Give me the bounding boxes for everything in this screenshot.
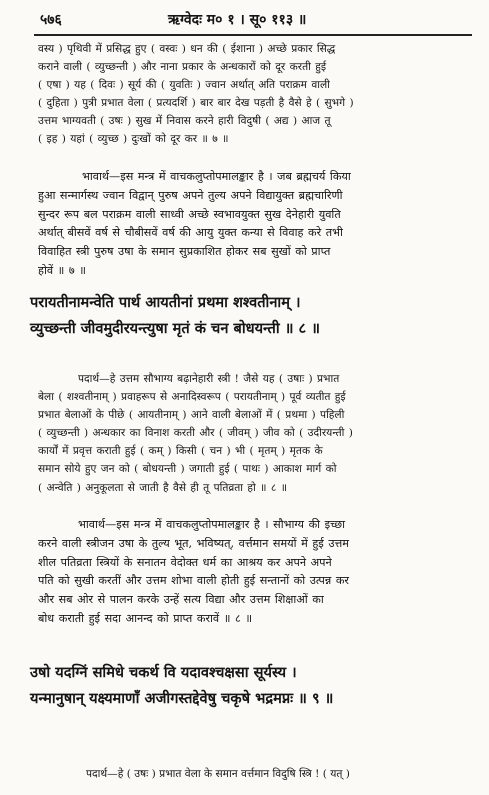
page-header <box>40 10 470 32</box>
padarth-continued-paragraph: वस्य ) पृथिवी में प्रसिद्ध हुए ( वस्वः ) धन की ( ईशाना ) अच्छे प्रकार सिद्ध कराने वाली ( व्युच्छन्ती ) और नाना प्रकार के अन्धकारों को दूर करती हुई ( एषा ) यह ( दिवः ) सूर्य की ( युवतिः ) ज्वान अर्थात् अति पराक्रम वाली ( दुहिता ) पुत्री प्रभात वेला ( प्रत्यदर्शि ) बार बार देख पड़ती है वैसे हे ( सुभगे ) उत्तम भाग्यवती ( उषः ) सुख में निवास करने हारी विदुषी ( अद्य ) आज तू ( इह ) यहां ( व्युच्छ ) दुःखों को दूर कर ॥ ७ ॥ <box>38 43 354 146</box>
bhavarth-paragraph-7: भावार्थ—इस मन्त्र में वाचकलुप्तोपमालङ्कार है । जब ब्रह्मचर्य किया हुआ सन्मार्गस्थ ज्वान विद्वान् पुरुष अपने तुल्य अपने विद्यायुक्त ब्रह्मचारिणी सुन्दर रूप बल पराक्रम वाली साध्वी अच्छे स्वभावयुक्त सुख देनेहारी युवति अर्थात् बीसवें वर्ष से चौबीसवें वर्ष की आयु युक्त कन्या से विवाह करे तभी विवाहित स्त्री पुरुष उषा के समान सुप्रकाशित होकर सब सुखों को प्राप्त होवें ॥ ७ ॥ <box>38 170 351 277</box>
mantra-verse-8: परायतीनामन्वेति पार्थ आयतीनां प्रथमा शश्वतीनाम् । व्युच्छन्ती जीवमुदीरयन्त्युषा मृतं कं चन बोधयन्ती ॥ ८ ॥ <box>30 294 320 337</box>
mantra-verse-9: उषो यदग्निं समिधे चकर्थ वि यदावश्चक्षसा सूर्यस्य । यन्मानुषान् यक्ष्यमाणाँ अजीगस्तद्देवेषु चकृषे भद्रमप्नः ॥ ९ ॥ <box>30 664 334 707</box>
header-rule <box>34 34 472 36</box>
verse-reference: ऋग्वेदः म० १ । सू० ११३ ॥ <box>168 12 307 28</box>
bhavarth-paragraph-8: भावार्थ—इस मन्त्र में वाचकलुप्तोपमालङ्कार है । सौभाग्य की इच्छा करने वाली स्त्रीजन उषा के तुल्य भूत, भविष्यत्, वर्त्तमान समयों में हुई उत्तम शील पतिव्रता स्त्रियों के सनातन वेदोक्त धर्म का आश्रय कर अपने अपने पति को सुखी करतीं और उत्तम शोभा वाली होती हुई सन्तानों को उत्पन्न कर और सब ओर से पालन करके उन्हें सत्य विद्या और उत्तम शिक्षाओं का बोध कराती हुई सदा आनन्द को प्राप्त करावें ॥ ८ ॥ <box>38 518 349 625</box>
padarth-paragraph-8: पदार्थ—हे उत्तम सौभाग्य बढ़ानेहारी स्त्री ! जैसे यह ( उषाः ) प्रभात बेला ( शश्वतीनाम् ) प्रवाहरूप से अनादिस्वरूप ( परायतीनाम् ) पूर्व व्यतीत हुई प्रभात बेलाओं के पीछे ( आयतीनाम् ) आने वाली बेलाओं में ( प्रथमा ) पहिली ( व्युच्छन्ती ) अन्धकार का विनाश करती और ( जीवम् ) जीव को ( उदीरयन्ती ) कार्यों में प्रवृत्त कराती हुई ( कम् ) किसी ( चन ) भी ( मृतम् ) मृतक के समान सोये हुए जन को ( बोधयन्ती ) जगाती हुई ( पाथः ) आकाश मार्ग को ( अन्वेति ) अनुकूलता से जाती है वैसे ही तू पतिव्रता हो ॥ ८ ॥ <box>38 373 353 494</box>
page-number: ५७६ <box>40 12 62 28</box>
padarth-paragraph-9-start: पदार्थ—हे ( उषः ) प्रभात वेला के समान वर्त्तमान विदुषि स्त्रि ! ( यत् ) <box>86 768 350 780</box>
